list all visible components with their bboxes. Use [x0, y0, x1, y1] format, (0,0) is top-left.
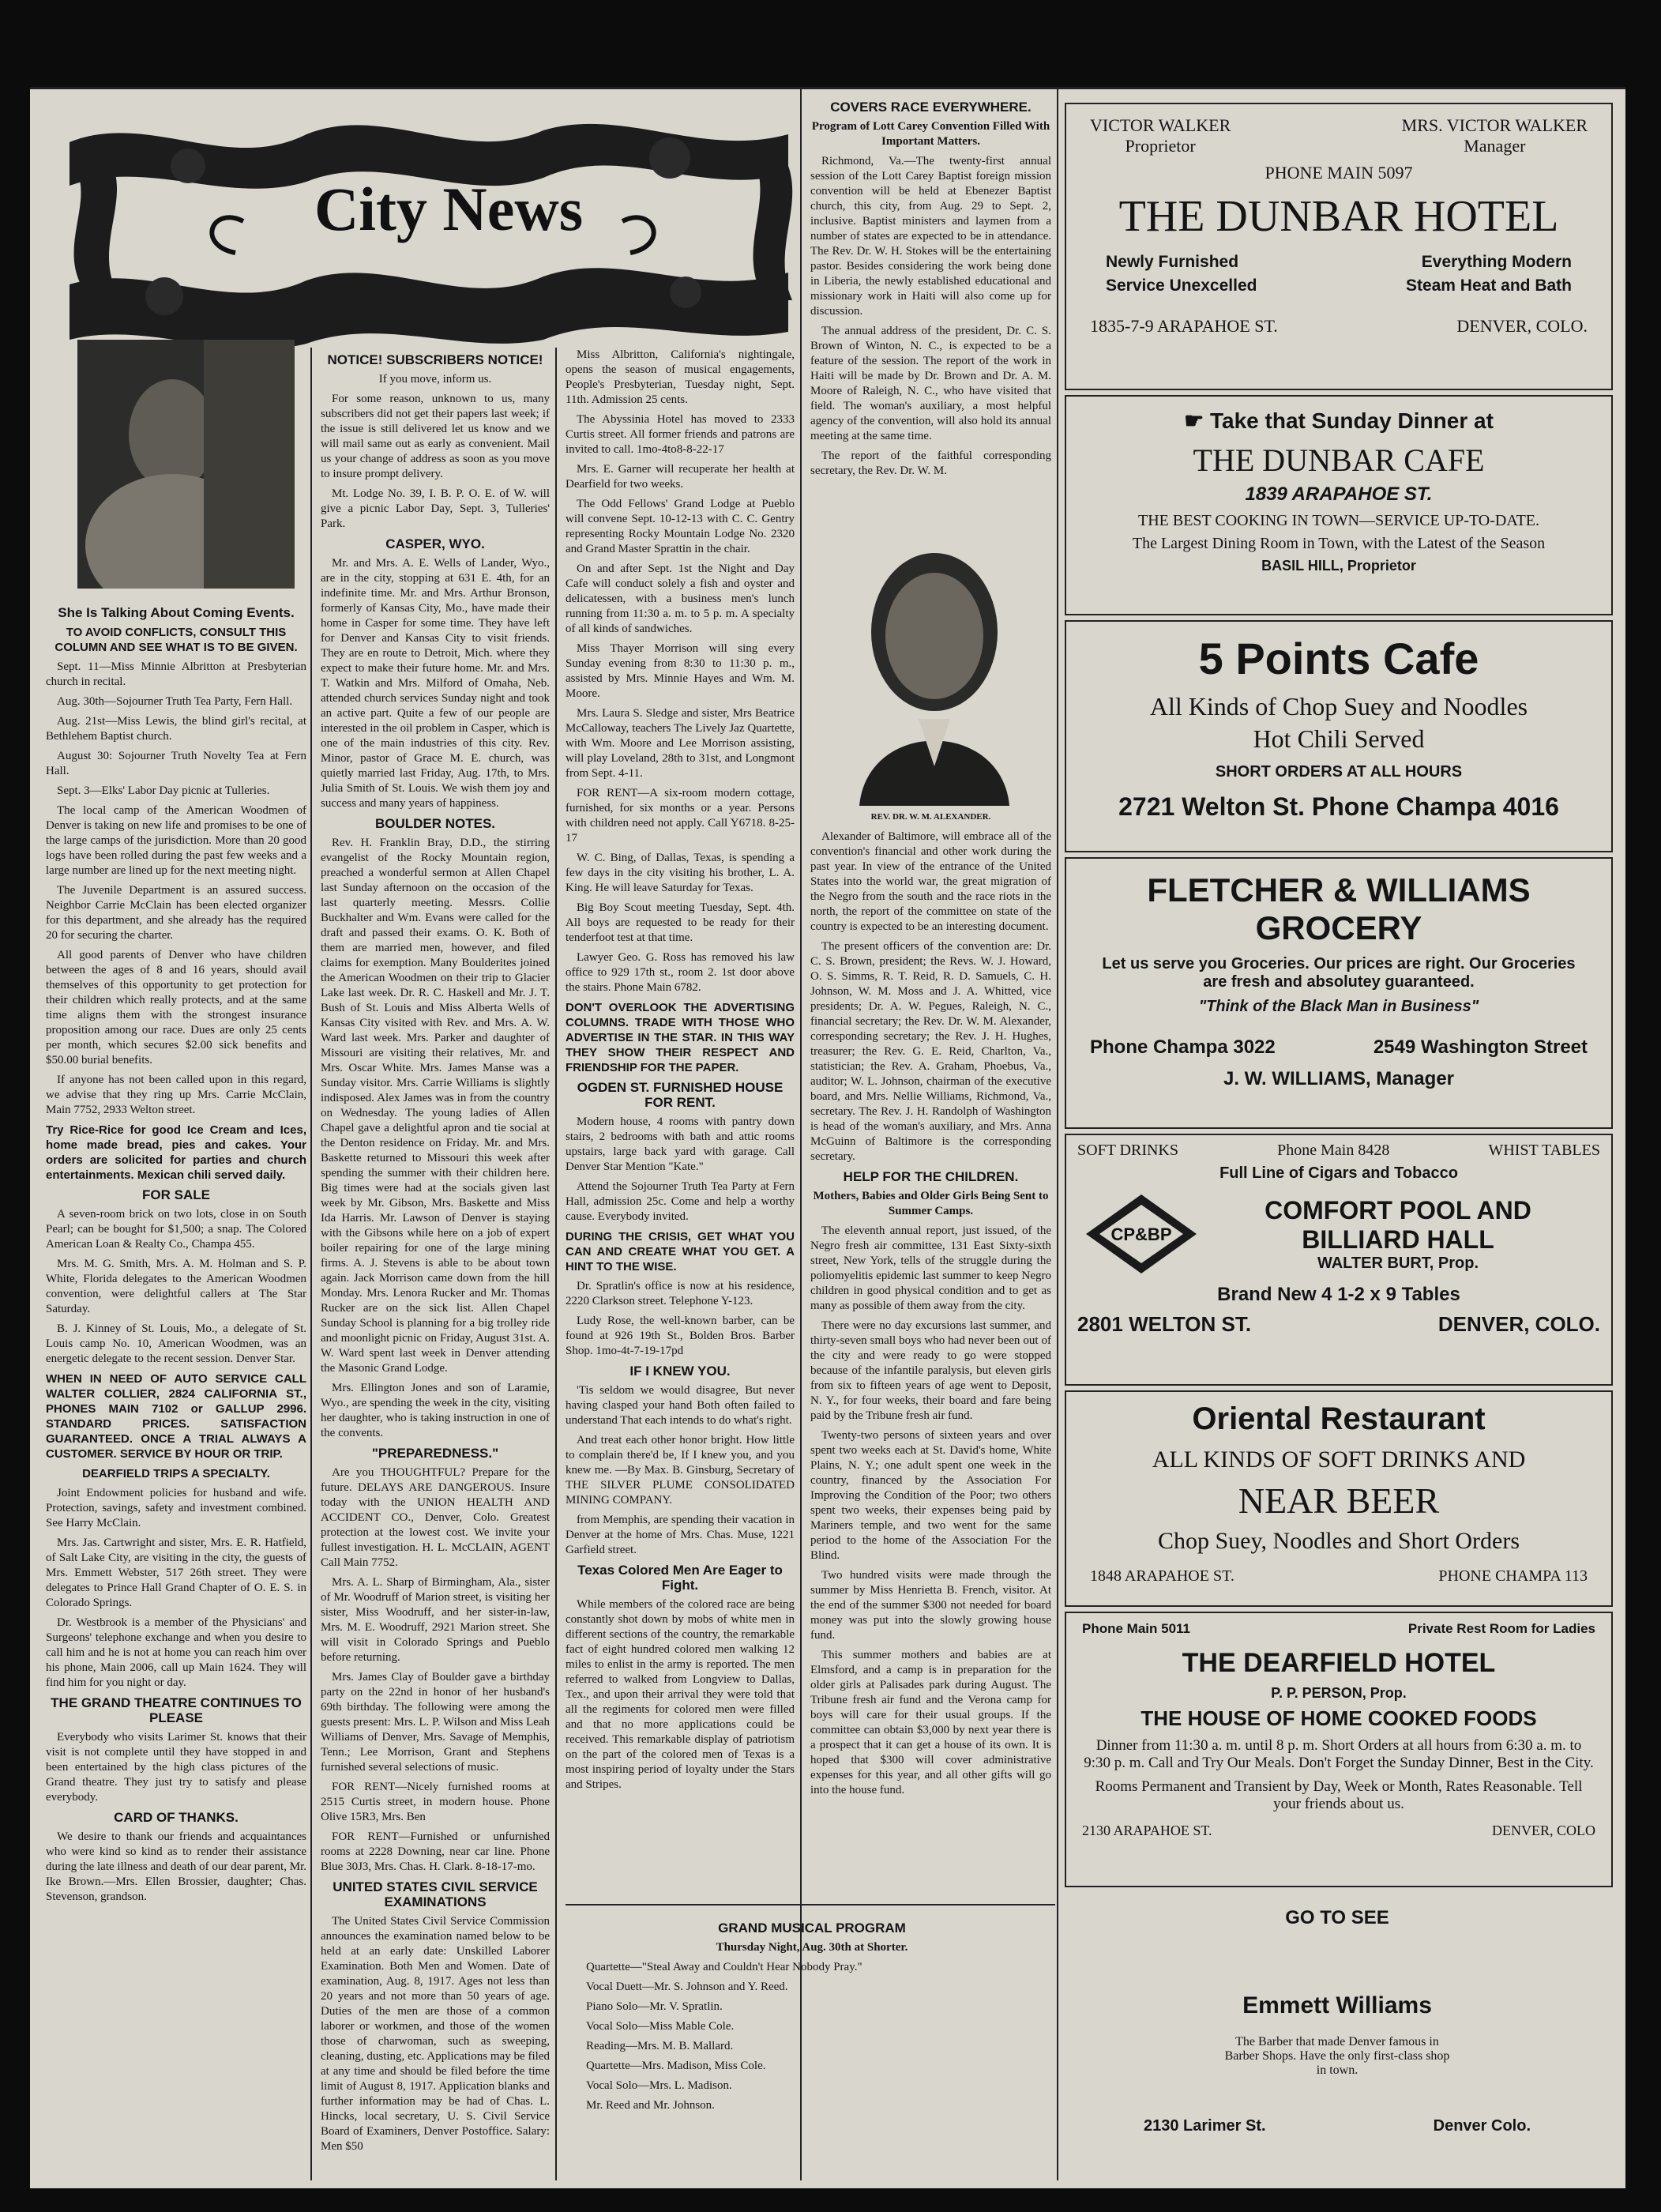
- ad-comfort-pool: [1065, 1134, 1613, 1386]
- proprietor-name: VICTOR WALKER: [1090, 115, 1231, 135]
- line: Chop Suey, Noodles and Short Orders: [1157, 1528, 1520, 1554]
- subheading: "PREPAREDNESS.": [371, 1446, 499, 1461]
- line: Brand New 4 1-2 x 9 Tables: [1217, 1284, 1460, 1305]
- line: SHORT ORDERS AT ALL HOURS: [1215, 763, 1463, 781]
- line: ALL KINDS OF SOFT DRINKS AND: [1152, 1446, 1526, 1473]
- headline: She Is Talking About Coming Events.: [58, 605, 295, 620]
- city: DENVER, COLO: [1492, 1823, 1595, 1838]
- paragraph: Everybody who visits Larimer St. knows that their visit is not complete until they have stopped in and been entertained by the high class pictures of the Grand theatre. They just try to satisfy and please everybody.: [46, 1731, 306, 1804]
- paragraph: Mrs. Jas. Cartwright and sister, Mrs. E. R. Hatfield, of Salt Lake City, are visiting in the city, the guests of Mrs. Emmett Webster, 517 26th street. They were delegates to Prince Hall Grand Chapter of O. E. S. in Colorado Springs.: [46, 1537, 306, 1609]
- paragraph: Dr. Westbrook is a member of the Physicians' and Surgeons' telephone exchange and when you desire to call him and he is not at home you can reach him over his phone, Main 2006, call up Main 1624. They will find him for you night or day.: [46, 1616, 306, 1689]
- phone: PHONE MAIN 5097: [1265, 163, 1413, 182]
- address: 2130 Larimer St.: [1144, 2117, 1266, 2135]
- subheading: UNITED STATES CIVIL SERVICE EXAMINATIONS: [333, 1879, 538, 1909]
- paragraph: DEARFIELD TRIPS A SPECIALTY.: [82, 1467, 270, 1480]
- paragraph: 'Tis seldom we would disagree, But never having clasped your hand Both often failed to understand That each intends to do what's right.: [566, 1384, 795, 1427]
- paragraph: The United States Civil Service Commission announces the examination named below to be held at an early date: Unskilled Laborer Examination. Both Men and Women. Date of examination, Aug. 8, 1917. Ages not less than 20 years and not more than 50 years of age. Duties of the men are those of a common laborer or workmen, and those of the women those of charwoman, such as sweeping, cleaning, dusting, etc. Applications may be filed at any time and should be filed before the time limit of August 8, 1917. Application blanks and further information may be had of Chas. L. Hincks, local secretary, U. S. Civil Service Board of Examiners, Denver Postoffice. Salary: Men $50: [321, 1915, 550, 2153]
- column-3: [566, 348, 795, 1825]
- phone: Phone Champa 3022: [1090, 1036, 1276, 1058]
- address: 2801 WELTON ST.: [1077, 1312, 1252, 1336]
- paragraph: DURING THE CRISIS, GET WHAT YOU CAN AND CREATE WHAT YOU GET. A HINT TO THE WISE.: [566, 1230, 795, 1273]
- store-name: FLETCHER & WILLIAMS: [1147, 871, 1531, 908]
- program-item: Quartette—Mrs. Madison, Miss Cole.: [586, 2060, 766, 2072]
- paragraph: Rev. H. Franklin Bray, D.D., the stirring evangelist of the Rocky Mountain region, preached a wonderful sermon at Allen Chapel last Sunday afternoon on the occasion of the last quarterly meeting. Messrs. Collie Buckhalter and Wm. Evans were called for the draft and passed their exams. O. K. Both of them are married men, however, and filed claims for exemption. Many Boulderites joined the American Woodmen on their trip to Glacier Lake last week. Dr. R. C. Haskell and Mr. J. T. Bush of St. Louis and Miss Alberta Wells of Kansas City visited with Rev. and Mrs. A. W. Ward last week. Mrs. Parker and daughter of Missouri are visiting their relatives, Mr. and Mrs. Oscar White. Mrs. James Manse was a Sunday visitor. Mrs. Carrie Williams is slightly indisposed. Alex James was in from the country on Wednesday. The young ladies of Allen Chapel gave a delightful apron and tie social at the Denton residence on Friday. Mr. and Mrs. Baskette returned to Missouri this week after spending the summer with their children here. Big times were had at the socials given last week by Mr. Gibson, Mrs. Baskette and Miss Ida Harris. Mr. Lawson of Denver is staying with the Gibsons while here on a job of expert boiler repairing for one of the large mining firms. A. J. Stevens is able to be about town again. Jack Morrison came down from the hill Monday. Mrs. Lenora Rucker and Mr. Thomas Rucker are on the sick list. Allen Chapel Sunday School is planning for a big trolley ride and moonlight picnic on Friday, August 31st. A. W. Ward spent last week in Denver attending the Masonic Grand Lodge.: [321, 837, 550, 1375]
- subheading: COVERS RACE EVERYWHERE.: [830, 100, 1032, 115]
- ad-barber: [1065, 1896, 1610, 2172]
- address: 2130 ARAPAHOE ST.: [1082, 1823, 1212, 1838]
- paragraph: On and after Sept. 1st the Night and Day Cafe will conduct solely a fish and oyster and delicatessen, with a business men's lunch running from 11:30 a. m. to 5 p. m. A specialty of all kinds of sandwiches.: [566, 562, 795, 635]
- rates: Rooms Permanent and Transient by Day, Week or Month, Rates Reasonable. Tell your friends about us.: [1095, 1778, 1583, 1812]
- column-4-top: [810, 95, 1051, 537]
- ad-dearfield-hotel: [1065, 1612, 1613, 1887]
- subheading: HELP FOR THE CHILDREN.: [843, 1169, 1019, 1184]
- phone: PHONE CHAMPA 113: [1438, 1567, 1588, 1585]
- city: Denver Colo.: [1433, 2117, 1531, 2135]
- address: 1848 ARAPAHOE ST.: [1090, 1567, 1234, 1585]
- paragraph: If you move, inform us.: [378, 373, 492, 386]
- program-item: Vocal Solo—Mrs. L. Madison.: [586, 2079, 732, 2092]
- subheading: FOR SALE: [142, 1187, 210, 1202]
- paragraph: Miss Thayer Morrison will sing every Sunday evening from 8:30 to 11:30 p. m., assisted by Mrs. Minnie Hayes and Wm. M. Moore.: [566, 642, 795, 700]
- slogan: The Largest Dining Room in Town, with the Latest of the Season: [1132, 535, 1546, 552]
- tagline: Take that Sunday Dinner at: [1210, 408, 1494, 433]
- paragraph: The eleventh annual report, just issued, of the Negro fresh air committee, 131 East Sixty-sixth street, New York, tells of the struggle during the poliomyelitis epidemic last summer to keep Negro children in good physical condition and to get as many as possible of them away from the city.: [810, 1224, 1051, 1312]
- line: GO TO SEE: [1285, 1907, 1389, 1928]
- line: The Barber that made Denver famous in Barber Shops. Have the only first-class shop in town.: [1224, 2035, 1450, 2077]
- paragraph: B. J. Kinney of St. Louis, Mo., a delegate of St. Louis camp No. 10, American Woodmen, was an energetic delegate to the recent session. Denver Star.: [46, 1322, 306, 1365]
- paragraph: Try Rice-Rice for good Ice Cream and Ices, home made bread, pies and cakes. Your orders are solicited for parties and church entertainments. Mexican chili served daily.: [46, 1123, 306, 1182]
- paragraph: FOR RENT—A six-room modern cottage, furnished, for six months or a year. Persons with children need not apply. Call Y6718. 8-25-17: [566, 787, 795, 845]
- column-rule: [555, 348, 557, 2180]
- program-item: Quartette—"Steal Away and Couldn't Hear Nobody Pray.": [586, 1961, 862, 1973]
- column-2: [321, 348, 550, 2172]
- city: DENVER, COLO.: [1456, 316, 1588, 336]
- proprietor-role: Proprietor: [1125, 136, 1196, 156]
- logo-text: CP&BP: [1110, 1224, 1172, 1244]
- paragraph: Dr. Spratlin's office is now at his residence, 2220 Clarkson street. Telephone Y-123.: [566, 1280, 795, 1307]
- paragraph: The annual address of the president, Dr. C. S. Brown of Winton, N. C., is expected to be a feature of the session. The report of the work in Haiti will be made by Dr. Brown and Dr. A. M. Moore of Raleigh, N. C., who have visited that field. The woman's auxiliary, a most helpful agency of the convention, will also hold its annual meeting at the same time.: [810, 325, 1051, 442]
- subheading: BOULDER NOTES.: [374, 816, 496, 831]
- paragraph: Ludy Rose, the well-known barber, can be found at 926 19th St., Bolden Bros. Barber Shop. 1mo-4t-7-19-17pd: [566, 1315, 795, 1357]
- proprietor: WALTER BURT, Prop.: [1317, 1254, 1479, 1272]
- paragraph: Mrs. A. L. Sharp of Birmingham, Ala., sister of Mr. Woodruff of Marion street, is visiting her sister, Miss Woodruff, and her sister-in-law, Mrs. M. E. Woodruff, 2921 Marion street. She will visit in Colorado Springs and Pueblo before returning.: [321, 1576, 550, 1664]
- paragraph: Two hundred visits were made through the summer by Miss Henrietta B. French, visitor. At the end of the summer $300 not needed for board money was put into the slowly growing house fund.: [810, 1569, 1051, 1642]
- program-rule: [566, 1904, 1055, 1905]
- column-rule: [800, 87, 802, 2180]
- paragraph: Mrs. E. Garner will recuperate her health at Dearfield for two weeks.: [566, 463, 795, 491]
- line: SOFT DRINKS: [1077, 1142, 1178, 1159]
- slogan: Let us serve you Groceries. Our prices are right. Our Groceries are fresh and absolutey guaranteed.: [1102, 955, 1576, 991]
- paragraph: Modern house, 4 rooms with pantry down stairs, 2 bedrooms with bath and attic rooms upstairs, large back yard with garage. Call Denver Star Mention "Kate.": [566, 1115, 795, 1173]
- manager-role: Manager: [1464, 136, 1526, 156]
- paragraph: Joint Endowment policies for husband and wife. Protection, savings, safety and investment combined. See Harry McClain.: [46, 1487, 306, 1529]
- paragraph: FOR RENT—Furnished or unfurnished rooms at 2228 Downing, near car line. Phone Blue 30J3, Mrs. Chas. H. Clark. 8-18-17-mo.: [321, 1830, 550, 1873]
- paragraph: While members of the colored race are being constantly shot down by mobs of white men in different sections of the country, the remarkable fact of eight hundred colored men walking 12 miles to enlist in the army is reported. The men referred to walked from Longview to Dallas, Tex., and upon their arrival they were told that all the regiments for colored men were filled and that no more applications could be received. This remarkable display of patriotism on the part of the colored men of Texas is a most inspiring period of loyalty under the Stars and Stripes.: [566, 1598, 795, 1791]
- address: 2549 Washington Street: [1373, 1036, 1588, 1058]
- paragraph: Are you THOUGHTFUL? Prepare for the future. DELAYS ARE DANGEROUS. Insure today with the UNION HEALTH AND ACCIDENT CO., Denver, Colo. Greatest protection at the lowest cost. We invite your fullest investigation. H. L. McCLAIN, AGENT Call Main 7752.: [321, 1466, 550, 1569]
- paragraph: The Juvenile Department is an assured success. Neighbor Carrie McClain has been elected organizer for this department, and she already has the required 20 for securing the charter.: [46, 884, 306, 942]
- paragraph: Big Boy Scout meeting Tuesday, Sept. 4th. All boys are requested to be ready for their tenderfoot test at that time.: [566, 901, 795, 944]
- line: All Kinds of Chop Suey and Noodles: [1149, 692, 1528, 720]
- hotel-name: THE DUNBAR HOTEL: [1118, 192, 1559, 241]
- paragraph: A seven-room brick on two lots, close in on South Pearl; can be bought for $1,500; a snap. The Colored American Loan & Realty Co., Champa 455.: [46, 1208, 306, 1251]
- column-1: [46, 600, 306, 2172]
- feature: Everything Modern: [1421, 253, 1572, 271]
- woman-portrait-image: [77, 340, 295, 589]
- subheading: THE GRAND THEATRE CONTINUES TO PLEASE: [51, 1695, 302, 1725]
- paragraph: Lawyer Geo. G. Ross has removed his law office to 929 17th st., room 2. 1st door above the stairs. Phone Main 6782.: [566, 951, 795, 994]
- subheadline: Program of Lott Carey Convention Filled With Important Matters.: [811, 120, 1050, 148]
- line: Full Line of Cigars and Tobacco: [1219, 1164, 1458, 1182]
- subheading: IF I KNEW YOU.: [629, 1364, 731, 1379]
- reverend-photo: [844, 537, 1025, 806]
- hall-name: COMFORT POOL AND: [1265, 1195, 1531, 1224]
- man-portrait-image: [844, 537, 1025, 806]
- paragraph: Alexander of Baltimore, will embrace all of the convention's financial and other work during the past year. In view of the entrance of the United States into the world war, the great migration of the Negro from the south and the race riots in the north, the report of the committee on state of the country is expected to be an interesting document.: [810, 830, 1051, 933]
- section-title: City News: [314, 175, 584, 243]
- line: Hot Chili Served: [1253, 724, 1425, 753]
- cafe-name: THE DUNBAR CAFE: [1193, 442, 1485, 478]
- cafe-name: 5 Points Cafe: [1198, 634, 1479, 683]
- ad-five-points-cafe: [1065, 620, 1613, 852]
- paragraph: Mt. Lodge No. 39, I. B. P. O. E. of W. will give a picnic Labor Day, Sept. 3, Tulleries' Park.: [321, 487, 550, 530]
- ad-fletcher-williams: [1065, 857, 1613, 1129]
- column-4-bottom: [810, 810, 1051, 1900]
- paragraph: The report of the faithful corresponding secretary, the Rev. Dr. W. M.: [810, 450, 1051, 477]
- feature: Steam Heat and Bath: [1405, 276, 1572, 295]
- subheading: NOTICE! SUBSCRIBERS NOTICE!: [327, 352, 543, 367]
- newspaper-page: [30, 87, 1625, 2188]
- paragraph: Richmond, Va.—The twenty-first annual session of the Lott Carey Baptist foreign mission convention will be held at Ebenezer Baptist church, this city, from Aug. 29 to Sept. 2, inclusive. Baptist ministers and laymen from a number of states are expected to be in attendance. The Rev. Dr. W. H. Stokes will be the entertaining pastor. Besides considering the work being done in Liberia, the newly established educational and missionary work in Haiti will also come up for discussion.: [810, 155, 1051, 318]
- hall-name: BILLIARD HALL: [1302, 1224, 1494, 1254]
- paragraph: Mrs. Laura S. Sledge and sister, Mrs Beatrice McCalloway, teachers The Lively Jaz Quartette, with Wm. Moore and Lee Morrison assisting, will play Loveland, 28th to 31st, and Longmont from Sept. 4-11.: [566, 707, 795, 780]
- program-item: Mr. Reed and Mr. Johnson.: [586, 2099, 715, 2112]
- notice: TO AVOID CONFLICTS, CONSULT THIS COLUMN AND SEE WHAT IS TO BE GIVEN.: [54, 626, 298, 654]
- program-item: Vocal Duett—Mr. S. Johnson and Y. Reed.: [586, 1981, 788, 1993]
- slogan: "Think of the Black Man in Business": [1198, 998, 1479, 1015]
- paragraph: from Memphis, are spending their vacation in Denver at the home of Mrs. Chas. Muse, 1221 Garfield street.: [566, 1514, 795, 1556]
- store-name: GROCERY: [1255, 909, 1422, 946]
- slogan: THE BEST COOKING IN TOWN—SERVICE UP-TO-DATE.: [1137, 512, 1540, 529]
- paragraph: We desire to thank our friends and acquaintances who were kind so kind as to render their assistance during the late illness and death of our dear parent, Mr. Ike Brown.—Mrs. Ellen Brossier, daughter; Chas. Stevenson, grandson.: [46, 1830, 306, 1903]
- manager: J. W. WILLIAMS, Manager: [1223, 1068, 1455, 1089]
- paragraph: For some reason, unknown to us, many subscribers did not get their papers last week; if the issue is still delivered let us know and we will mail same out as early as convenient. Mail us your change of address as soon as you move to insure prompt delivery.: [321, 393, 550, 480]
- paragraph: Miss Albritton, California's nightingale, opens the season of musical engagements, People's Presbyterian, Tuesday night, Sept. 11th. Admission 25 cents.: [566, 348, 795, 406]
- paragraph: Mrs. Ellington Jones and son of Laramie, Wyo., are spending the week in the city, visiting her daughter, who is taking instruction in one of the convents.: [321, 1382, 550, 1439]
- paragraph: Aug. 21st—Miss Lewis, the blind girl's recital, at Bethlehem Baptist church.: [46, 715, 306, 743]
- paragraph: FOR RENT—Nicely furnished rooms at 2515 Curtis street, in modern house. Phone Olive 15R3, Mrs. Ben: [321, 1781, 550, 1823]
- cpbh-logo-icon: [1082, 1191, 1201, 1277]
- paragraph: Twenty-two persons of sixteen years and over spent two weeks each at St. David's home, White Plains, N. Y.; one adult spent one week in the country, financed by the Association For Improving the Condition of the Poor; two others spent two weeks, their expenses being paid by Mariners temple, and two went for the same period to the home of the Association For the Blind.: [810, 1429, 1051, 1562]
- paragraph: There were no day excursions last summer, and thirty-seven small boys who had never been out of the city and were ready to go were stopped because of the infantile paralysis, but eleven girls from six to fifteen years of age went to Deposit, N. Y., for four weeks, their board and fare being paid by the Tribune fresh air fund.: [810, 1319, 1051, 1422]
- subheading: CASPER, WYO.: [385, 536, 485, 551]
- subheadline: Mothers, Babies and Older Girls Being Sent to Summer Camps.: [813, 1190, 1049, 1217]
- paragraph: W. C. Bing, of Dallas, Texas, is spending a few days in the city visiting his brother, L. A. King. He will leave Saturday for Texas.: [566, 852, 795, 894]
- ad-dunbar-cafe: [1065, 395, 1613, 615]
- paragraph: Sept. 3—Elks' Labor Day picnic at Tulleries.: [57, 784, 270, 797]
- portrait-photo: [77, 340, 295, 589]
- manager-name: MRS. VICTOR WALKER: [1401, 115, 1588, 135]
- paragraph: The present officers of the convention are: Dr. C. S. Brown, president; the Revs. W. J. Howard, O. S. Simms, R. T. Reid, R. D. Samuels, C. H. Johnson, W. M. Moss and J. A. Whitted, vice presidents; Dr. A. W. Pegues, Raleigh, N. C., financial secretary; the Rev. Dr. W. M. Alexander, corresponding secretary; the Rev. J. H. Hughes, treasurer; the Rev. G. E. Reid, Charlton, Va., statistician; the Rev. A. Graham, Phoebus, Va., auditor; W. L. Johnson, chairman of the executive board, and Mrs. Nellie Williams, Richmond, Va., secretary. The Rev. J. H. Randolph of Washington is head of the woman's auxiliary, and Mrs. Anna McGuinn of Baltimore is the corresponding secretary.: [810, 940, 1051, 1163]
- paragraph: Aug. 30th—Sojourner Truth Tea Party, Fern Hall.: [57, 695, 293, 708]
- musical-program: [575, 1916, 1049, 2180]
- masthead: [54, 111, 804, 348]
- address: 1835-7-9 ARAPAHOE ST.: [1090, 316, 1278, 336]
- ad-dunbar-hotel: [1065, 103, 1613, 390]
- paragraph: WHEN IN NEED OF AUTO SERVICE CALL WALTER COLLIER, 2824 CALIFORNIA ST., PHONES MAIN 7102 or GALLUP 2996. STANDARD PRICES. SATISFACTION GUARANTEED. ONCE A TRIAL ALWAYS A CUSTOMER. SERVICE BY HOUR OR TRIP.: [46, 1372, 306, 1461]
- paragraph: If anyone has not been called upon in this regard, we advise that they ring up Mrs. Carrie McClain, Main 7752, 2933 Welton street.: [46, 1074, 306, 1116]
- paragraph: DON'T OVERLOOK THE ADVERTISING COLUMNS. TRADE WITH THOSE WHO ADVERTISE IN THE STAR. IN THIS WAY THEY SHOW THEIR RESPECT AND FRIENDSHIP FOR THE PAPER.: [566, 1001, 795, 1074]
- ad-oriental-restaurant: [1065, 1390, 1613, 1607]
- subheading: OGDEN ST. FURNISHED HOUSE FOR RENT.: [577, 1080, 784, 1110]
- paragraph: The local camp of the American Woodmen of Denver is taking on new life and promises to be one of the large camps of the jurisdiction. More than 20 good logs have been rolled during the past few weeks and a large number are lined up for the next meeting night.: [46, 804, 306, 877]
- proprietor: BASIL HILL, Proprietor: [1261, 558, 1416, 574]
- phone: Phone Main 8428: [1277, 1142, 1390, 1159]
- program-subtitle: Thursday Night, Aug. 30th at Shorter.: [716, 1941, 908, 1954]
- feature: Newly Furnished: [1106, 253, 1239, 271]
- program-title: GRAND MUSICAL PROGRAM: [718, 1920, 906, 1936]
- top-rule: [30, 87, 1625, 89]
- program-item: Piano Solo—Mr. V. Spratlin.: [586, 2000, 723, 2013]
- city: DENVER, COLO.: [1437, 1312, 1600, 1336]
- paragraph: All good parents of Denver who have children between the ages of 8 and 16 years, should avail themselves of this opportunity to get protection for their children which really protects, and at the same time aligns them with the strongest insurance proposition among our race. Dues are only 25 cents per month, which secures $2.00 sick benefits and $50.00 burial benefits.: [46, 949, 306, 1066]
- restaurant-name: Oriental Restaurant: [1192, 1401, 1486, 1436]
- phone: Phone Main 5011: [1082, 1621, 1190, 1636]
- photo-caption: REV. DR. W. M. ALEXANDER.: [870, 812, 991, 822]
- proprietor: P. P. PERSON, Prop.: [1271, 1685, 1407, 1701]
- paragraph: Mrs. M. G. Smith, Mrs. A. M. Holman and S. P. White, Florida delegates to the American Woodmen convention, were delightful callers at The Star Saturday.: [46, 1258, 306, 1315]
- feature: Service Unexcelled: [1106, 276, 1257, 295]
- program-item: Reading—Mrs. M. B. Mallard.: [586, 2040, 734, 2052]
- column-rule: [310, 348, 312, 2180]
- hotel-name: THE DEARFIELD HOTEL: [1182, 1648, 1496, 1678]
- paragraph: Mrs. James Clay of Boulder gave a birthday party on the 22nd in honor of her husband's 69th birthday. The following were among the guests present: Mrs. L. P. Wilson and Miss Leah Williams of Denver, Mrs. Savage of Memphis, Tenn.; Lee Morrison, Grant and Stephens furnished several selections of music.: [321, 1671, 550, 1774]
- slogan: THE HOUSE OF HOME COOKED FOODS: [1141, 1706, 1537, 1730]
- paragraph: And treat each other honor bright. How little to complain there'd be, If I knew you, and you knew me. —By Max. B. Ginsburg, Secretary of THE SILVER PLUME CONSOLIDATED MINING COMPANY.: [566, 1434, 795, 1507]
- paragraph: Mr. and Mrs. A. E. Wells of Lander, Wyo., are in the city, stopping at 631 E. 4th, for an indefinite time. Mr. and Mrs. Arthur Bronson, formerly of Kansas City, Mo., have made their home in Casper for some time. They have left for Denver and Kansas City to visit friends. They are en route to Detroit, Mich. where they expect to make their future home. Mr. and Mrs. T. Watkin and Mrs. Milford of Omaha, Neb. attended church services Sunday night and took an active part. Quite a few of our people are interested in the oil problem in Casper, which is one of the main industries of this city. Rev. Minor, pastor of Grace M. E. church, was quietly married last Friday, Aug. 17th, to Mrs. Julia Smith of St. Louis. We wish them joy and success and many years of happiness.: [321, 557, 550, 810]
- paragraph: Attend the Sojourner Truth Tea Party at Fern Hall, admission 25c. Come and help a worthy cause. Everybody invited.: [566, 1180, 795, 1223]
- address: 2721 Welton St. Phone Champa 4016: [1118, 792, 1559, 821]
- program-item: Vocal Solo—Miss Mable Cole.: [586, 2020, 735, 2033]
- subheading: CARD OF THANKS.: [114, 1810, 239, 1825]
- paragraph: Sept. 11—Miss Minnie Albritton at Presbyterian church in recital.: [46, 660, 306, 688]
- line: NEAR BEER: [1238, 1480, 1440, 1521]
- paragraph: The Abyssinia Hotel has moved to 2333 Curtis street. All former friends and patrons are invited to call. 1mo-4to8-8-22-17: [566, 413, 795, 456]
- barber-name: Emmett Williams: [1242, 1992, 1432, 2018]
- paragraph: August 30: Sojourner Truth Novelty Tea at Fern Hall.: [46, 750, 306, 777]
- paragraph: This summer mothers and babies are at Elmsford, and a camp is in preparation for the older girls at Palisades park during August. The Tribune fresh air fund and the Verona camp for boys will care for their usual groups. If the committee can obtain $3,000 by next year there is a prospect that it can get a house of its own. It is hoped that $300 will cover administrative expenses for this year, and all other gifts will go into the house fund.: [810, 1649, 1051, 1796]
- pointing-hand-icon: ☛: [1184, 408, 1210, 433]
- line: Private Rest Room for Ladies: [1407, 1621, 1595, 1636]
- paragraph: The Odd Fellows' Grand Lodge at Pueblo will convene Sept. 10-12-13 with C. C. Gentry representing Rocky Mountain Lodge No. 2320 and Grand Master Sprattin in the chair.: [566, 498, 795, 555]
- column-rule: [1057, 87, 1058, 2180]
- hours: Dinner from 11:30 a. m. until 8 p. m. Short Orders at all hours from 6:30 a. m. to 9:30 p. m. Call and Try Our Meals. Don't Forget the Sunday Dinner, Best in the City.: [1084, 1737, 1594, 1771]
- subheading: Texas Colored Men Are Eager to Fight.: [577, 1563, 783, 1593]
- address: 1839 ARAPAHOE ST.: [1245, 483, 1433, 505]
- line: WHIST TABLES: [1488, 1142, 1600, 1159]
